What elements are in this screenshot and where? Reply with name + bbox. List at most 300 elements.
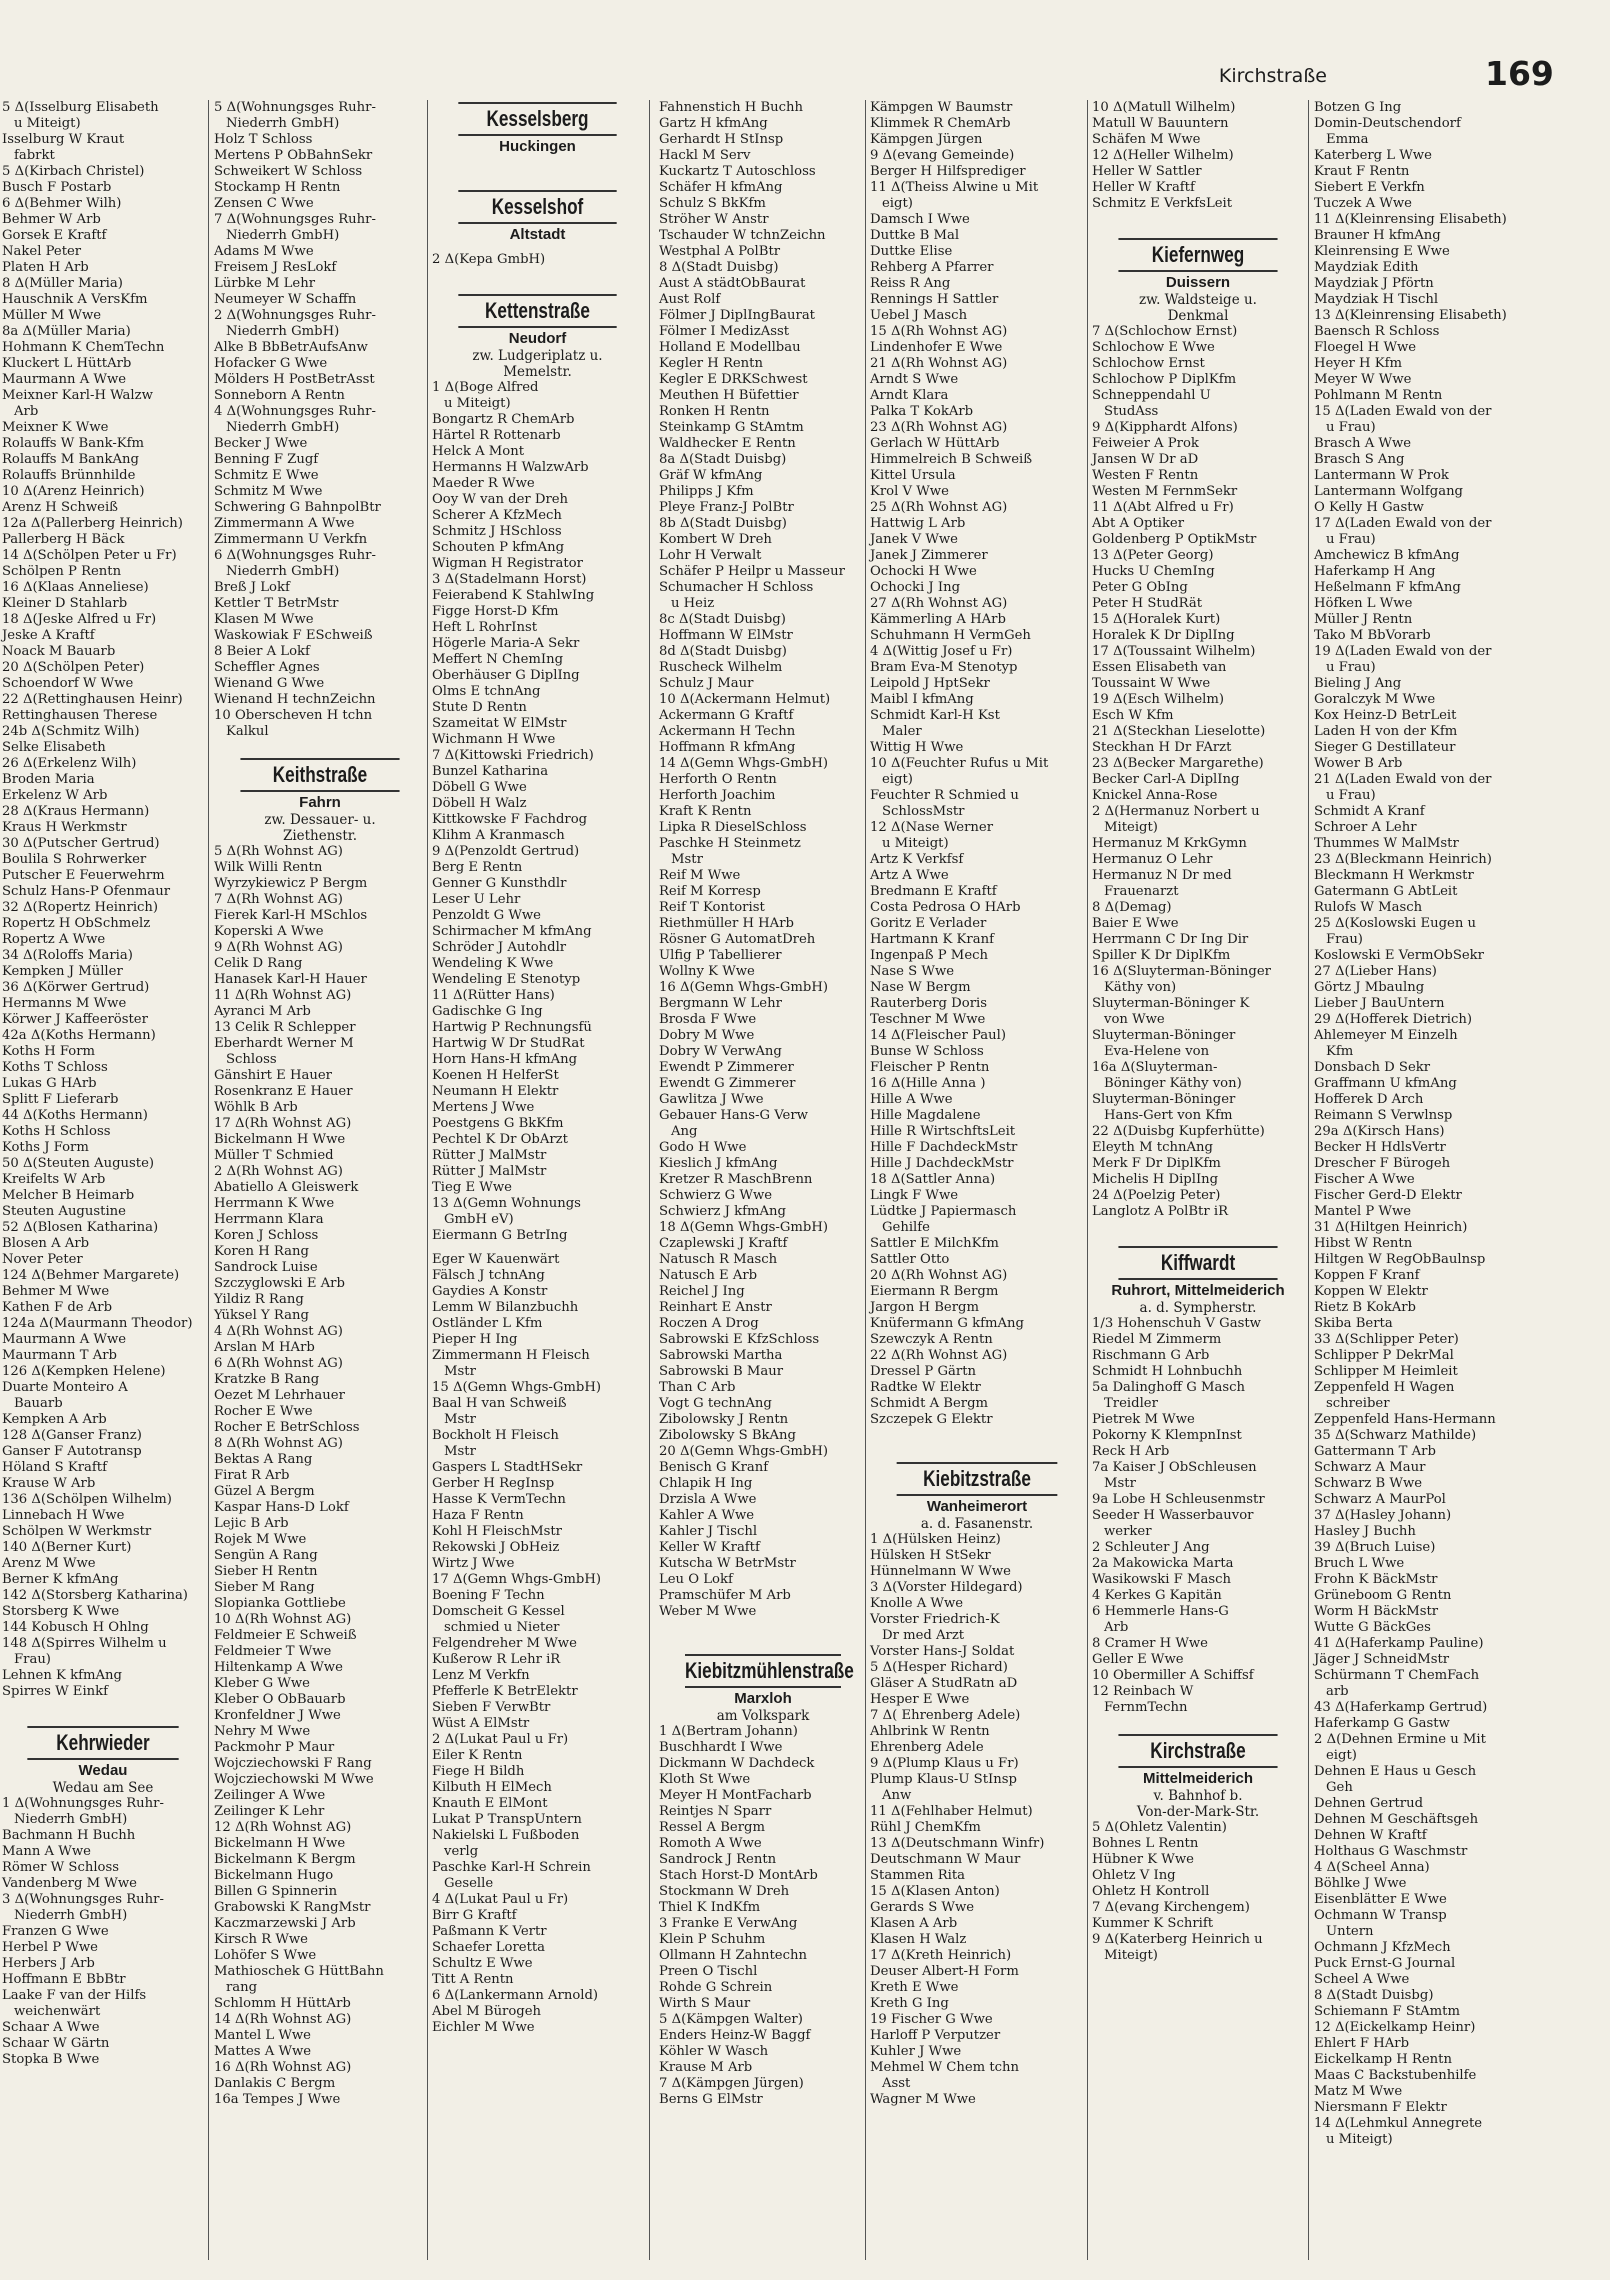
spacer [430, 244, 645, 252]
directory-entry: Ackermann G Kraftf [659, 708, 794, 723]
directory-entry: Titt A Rentn [432, 1972, 514, 1987]
directory-entry: Dobry M Wwe [659, 1028, 755, 1043]
directory-entry: Rolauffs W Bank-Kfm [2, 436, 145, 451]
spacer [1090, 1716, 1306, 1724]
directory-entry: 5 Δ(Wohnungsges Ruhr- [214, 100, 376, 115]
directory-entry: Mantel L Wwe [214, 2028, 311, 2043]
directory-entry: Zimmermann A Wwe [214, 516, 355, 531]
directory-entry: Asst [882, 2076, 911, 2091]
directory-entry: Bohnes L Rentn [1092, 1836, 1199, 1851]
directory-entry: Merk F Dr DiplKfm [1092, 1156, 1221, 1171]
spacer [868, 1452, 1086, 1460]
directory-entry: Koths H Schloss [2, 1124, 111, 1139]
directory-entry: 17 Δ(Rh Wohnst AG) [214, 1116, 352, 1131]
directory-entry: Reimann S Verwlnsp [1314, 1108, 1453, 1123]
directory-entry: Ohletz V Ing [1092, 1868, 1176, 1883]
directory-entry: Kegler E DRKSchwest [659, 372, 808, 387]
directory-entry: Ayranci M Arb [214, 1004, 311, 1019]
directory-entry: Schlochow Ernst [1092, 356, 1205, 371]
district-name: Mittelmeiderich [1142, 1770, 1254, 1787]
directory-entry: Dr med Arzt [882, 1628, 965, 1643]
directory-entry: Wojcziechowski M Wwe [214, 1772, 374, 1787]
directory-entry: Kuhler J Wwe [870, 2044, 962, 2059]
directory-entry: Puck Ernst-G Journal [1314, 1956, 1456, 1971]
directory-entry: Feldmeier T Wwe [214, 1644, 332, 1659]
directory-entry: Emma [1326, 132, 1369, 147]
directory-entry: Natusch R Masch [659, 1252, 778, 1267]
directory-entry: Reif T Kontorist [659, 900, 765, 915]
directory-entry: Waskowiak F ESchweiß [214, 628, 373, 643]
directory-entry: Gartz H kfmAng [659, 116, 768, 131]
directory-entry: Noack M Bauarb [2, 644, 116, 659]
directory-entry: Arndt S Wwe [870, 372, 959, 387]
district-name: Wanheimerort [926, 1498, 1028, 1515]
directory-entry: 18 Δ(Gemn Whgs-GmbH) [659, 1220, 829, 1235]
directory-entry: Becker Carl-A DiplIng [1092, 772, 1240, 787]
directory-entry: Knauth E ElMont [432, 1796, 548, 1811]
directory-entry: Rauterberg Doris [870, 996, 987, 1011]
directory-entry: Ehlert F HArb [1314, 2036, 1410, 2051]
directory-entry: 10 Δ(Feuchter Rufus u Mit [870, 756, 1049, 771]
directory-entry: Meffert N ChemIng [432, 652, 564, 667]
directory-entry: eigt) [1326, 1748, 1357, 1763]
directory-entry: Feldmeier E Schweiß [214, 1628, 357, 1643]
directory-entry: Hübner K Wwe [1092, 1852, 1194, 1867]
directory-entry: Kilbuth H ElMech [432, 1780, 552, 1795]
directory-entry: Sabrowski Martha [659, 1348, 783, 1363]
directory-entry: Schaar W Gärtn [2, 2036, 110, 2051]
directory-entry: Hiltenkamp A Wwe [214, 1660, 343, 1675]
directory-entry: Boening F Techn [432, 1588, 545, 1603]
directory-entry: 22 Δ(Rh Wohnst AG) [870, 1348, 1008, 1363]
directory-entry: Thiel K IndKfm [659, 1900, 761, 1915]
directory-entry: Arslan M HArb [214, 1340, 315, 1355]
directory-entry: Mattes A Wwe [214, 2044, 312, 2059]
directory-entry: Ostländer L Kfm [432, 1316, 543, 1331]
directory-entry: Wollny K Wwe [659, 964, 755, 979]
directory-entry: Schmidt A Kranf [1314, 804, 1425, 819]
directory-entry: Plump Klaus-U StInsp [870, 1772, 1017, 1787]
directory-entry: Splitt F Lieferarb [2, 1092, 119, 1107]
directory-entry: Sluyterman-Böninger [1092, 1028, 1236, 1043]
directory-entry: Döbell G Wwe [432, 780, 527, 795]
directory-entry: Eickelkamp H Rentn [1314, 2052, 1452, 2067]
directory-entry: Gerards S Wwe [870, 1900, 975, 1915]
directory-entry: Dickmann W Dachdeck [659, 1756, 815, 1771]
directory-entry: Fölmer J DiplIngBaurat [659, 308, 815, 323]
directory-entry: Bram Eva-M Stenotyp [870, 660, 1018, 675]
directory-entry: Schwarz A Maur [1314, 1460, 1426, 1475]
spacer [1090, 1220, 1306, 1228]
directory-entry: Ooy W van der Dreh [432, 492, 569, 507]
directory-entry: Hille J DachdeckMstr [870, 1156, 1014, 1171]
directory-entry: Nase S Wwe [870, 964, 955, 979]
directory-entry: Herrmann K Wwe [214, 1196, 335, 1211]
directory-entry: O Kelly H Gastw [1314, 500, 1424, 515]
directory-entry: Storsberg K Wwe [2, 1604, 120, 1619]
directory-entry: Rischmann G Arb [1092, 1348, 1210, 1363]
directory-entry: Bleckmann H Werkmstr [1314, 868, 1474, 883]
directory-entry: Ressel A Bergm [659, 1820, 765, 1835]
directory-entry: Reif M Korresp [659, 884, 761, 899]
directory-entry: Krause M Arb [659, 2060, 753, 2075]
directory-entry: SchlossMstr [882, 804, 965, 819]
directory-entry: Paschke Karl-H Schrein [432, 1860, 591, 1875]
directory-entry: Riedel M Zimmerm [1092, 1332, 1222, 1347]
directory-entry: Koren J Schloss [214, 1228, 319, 1243]
street-heading: Kiebitzstraße [897, 1462, 1058, 1496]
directory-entry: Zibolowsky S BkAng [659, 1428, 796, 1443]
directory-entry: 37 Δ(Hasley Johann) [1314, 1508, 1452, 1523]
directory-entry: Laake F van der Hilfs [2, 1988, 147, 2003]
directory-entry: Skiba Berta [1314, 1316, 1393, 1331]
directory-entry: Lejic B Arb [214, 1516, 289, 1531]
directory-entry: 3 Franke E VerwAng [659, 1916, 798, 1931]
directory-entry: Ackermann H Techn [659, 724, 796, 739]
spacer [1090, 1228, 1306, 1236]
directory-entry: Maydziak Edith [1314, 260, 1419, 275]
directory-entry: 2 Δ(Lukat Paul u Fr) [432, 1732, 569, 1747]
directory-entry: Hermanuz O Lehr [1092, 852, 1213, 867]
directory-entry: 20 Δ(Rh Wohnst AG) [870, 1268, 1008, 1283]
directory-entry: Hasse K VermTechn [432, 1492, 566, 1507]
street-location: am Volkspark [716, 1708, 810, 1724]
district-name: Altstadt [509, 226, 566, 243]
directory-entry: Schlomm H HüttArb [214, 1996, 351, 2011]
directory-entry: Schölpen P Rentn [2, 564, 122, 579]
directory-entry: Güzel A Bergm [214, 1484, 315, 1499]
directory-entry: Müller J Rentn [1314, 612, 1413, 627]
directory-entry: Kämmerling A HArb [870, 612, 1006, 627]
directory-entry: 7 Δ(Kittowski Friedrich) [432, 748, 594, 763]
directory-entry: 14 Δ(Lehmkul Annegrete [1314, 2116, 1483, 2131]
directory-entry: 13 Δ(Peter Georg) [1092, 548, 1214, 563]
directory-entry: Käthy von) [1104, 980, 1177, 995]
directory-entry: 4 Δ(Wittig Josef u Fr) [870, 644, 1013, 659]
directory-entry: Duttke B Mal [870, 228, 960, 243]
directory-entry: 8 Cramer H Wwe [1092, 1636, 1208, 1651]
directory-entry: Wienand G Wwe [214, 676, 325, 691]
directory-entry: Rietz B KokArb [1314, 1300, 1416, 1315]
directory-entry: 8 Δ(Rh Wohnst AG) [214, 1436, 343, 1451]
directory-entry: Baier E Wwe [1092, 916, 1179, 931]
directory-entry: Nakielski L Fußboden [432, 1828, 580, 1843]
directory-entry: 2 Δ(Hermanuz Norbert u [1092, 804, 1260, 819]
directory-entry: Kirsch R Wwe [214, 1932, 308, 1947]
directory-entry: Ganser F Autotransp [2, 1444, 142, 1459]
directory-entry: Slopianka Gottliebe [214, 1596, 346, 1611]
directory-entry: Lenz M Verkfn [432, 1668, 530, 1683]
directory-entry: Gawlitza J Wwe [659, 1092, 764, 1107]
directory-entry: 8 Δ(Müller Maria) [2, 276, 123, 291]
directory-entry: Schoendorf W Wwe [2, 676, 134, 691]
directory-entry: 128 Δ(Ganser Franz) [2, 1428, 142, 1443]
directory-entry: Eva-Helene von [1104, 1044, 1210, 1059]
directory-entry: Berger H Hilfsprediger [870, 164, 1026, 179]
directory-entry: Sabrowski E KfzSchloss [659, 1332, 820, 1347]
directory-entry: Peter G ObIng [1092, 580, 1188, 595]
directory-entry: Gräf W kfmAng [659, 468, 763, 483]
directory-entry: Gehilfe [882, 1220, 930, 1235]
directory-entry: Ehrenberg Adele [870, 1740, 984, 1755]
directory-entry: Ochocki H Wwe [870, 564, 977, 579]
directory-entry: Heft L RohrInst [432, 620, 538, 635]
directory-entry: 19 Fischer G Wwe [870, 2012, 993, 2027]
directory-entry: Pfefferle K BetrElektr [432, 1684, 578, 1699]
directory-entry: Mertens P ObBahnSekr [214, 148, 373, 163]
directory-entry: Genner G Kunsthdlr [432, 876, 567, 891]
spacer [868, 1436, 1086, 1444]
directory-entry: Kaspar Hans-D Lokf [214, 1500, 349, 1515]
directory-entry: Radtke W Elektr [870, 1380, 981, 1395]
directory-entry: Meuthen H Büfettier [659, 388, 799, 403]
directory-entry: Rennings H Sattler [870, 292, 999, 307]
directory-entry: Berner K kfmAng [2, 1572, 119, 1587]
directory-entry: Danlakis C Bergm [214, 2076, 336, 2091]
directory-entry: Schiemann F StAmtm [1314, 2004, 1460, 2019]
directory-entry: Dehnen W Kraftf [1314, 1828, 1427, 1843]
directory-entry: 8 Beier A Lokf [214, 644, 310, 659]
directory-entry: Hofferek D Arch [1314, 1092, 1424, 1107]
directory-entry: Waldhecker E Rentn [659, 436, 796, 451]
directory-entry: Hartwig P Rechnungsfü [432, 1020, 592, 1035]
directory-entry: Baensch R Schloss [1314, 324, 1440, 339]
directory-entry: 21 Δ(Laden Ewald von der [1314, 772, 1492, 787]
street-location: Memelstr. [503, 364, 572, 380]
directory-entry: 7 Δ(evang Kirchengem) [1092, 1900, 1250, 1915]
column-4 [657, 100, 869, 2260]
directory-entry: Schneppendahl U [1092, 388, 1211, 403]
directory-entry: Wirtz J Wwe [432, 1556, 515, 1571]
directory-entry: Ewendt P Zimmerer [659, 1060, 794, 1075]
directory-entry: StudAss [1104, 404, 1159, 419]
spacer [1090, 228, 1306, 236]
directory-entry: Rojek M Wwe [214, 1532, 307, 1547]
directory-entry: Toussaint W Wwe [1092, 676, 1211, 691]
directory-entry: Meyer W Wwe [1314, 372, 1412, 387]
directory-entry: Müller T Schmied [214, 1148, 334, 1163]
column-1 [0, 100, 206, 2260]
directory-entry: 25 Δ(Rh Wohnst AG) [870, 500, 1008, 515]
directory-entry: 19 Δ(Laden Ewald von der [1314, 644, 1492, 659]
directory-entry: Bickelmann H Wwe [214, 1132, 346, 1147]
column-6 [1090, 100, 1306, 2260]
directory-entry: Kleiner D Stahlarb [2, 596, 128, 611]
directory-entry: 4 Δ(Lukat Paul u Fr) [432, 1892, 569, 1907]
directory-entry: werker [1104, 1524, 1152, 1539]
directory-entry: Maibl I kfmAng [870, 692, 974, 707]
directory-entry: Meixner Karl-H Walzw [2, 388, 153, 403]
directory-entry: Holland E Modellbau [659, 340, 801, 355]
directory-entry: 16 Δ(Klaas Anneliese) [2, 580, 149, 595]
directory-entry: 124a Δ(Maurmann Theodor) [2, 1316, 193, 1331]
directory-entry: Ropertz A Wwe [2, 932, 106, 947]
directory-entry: Schäfer P Heilpr u Masseur [659, 564, 845, 579]
directory-entry: Mölders H PostBetrAsst [214, 372, 375, 387]
directory-entry: Kuckartz T Autoschloss [659, 164, 816, 179]
directory-entry: Schuhmann H VermGeh [870, 628, 1031, 643]
directory-entry: Siebert E Verkfn [1314, 180, 1425, 195]
directory-entry: Ruscheck Wilhelm [659, 660, 783, 675]
directory-entry: Harloff P Verputzer [870, 2028, 1001, 2043]
directory-entry: Heller W Sattler [1092, 164, 1202, 179]
directory-entry: Hille F DachdeckMstr [870, 1140, 1018, 1155]
directory-entry: Härtel R Rottenarb [432, 428, 561, 443]
directory-entry: Frau) [1326, 932, 1363, 947]
directory-entry: 7 Δ(Kämpgen Jürgen) [659, 2076, 804, 2091]
directory-entry: Schouten P kfmAng [432, 540, 565, 555]
directory-entry: Vorster Hans-J Soldat [870, 1644, 1015, 1659]
directory-entry: Domin-Deutschendorf [1314, 116, 1461, 131]
directory-entry: 7 Δ(Schlochow Ernst) [1092, 324, 1238, 339]
directory-entry: Ewendt G Zimmerer [659, 1076, 796, 1091]
directory-entry: 3 Δ(Wohnungsges Ruhr- [2, 1892, 164, 1907]
directory-entry: Untern [1326, 1924, 1374, 1939]
directory-entry: Isselburg W Kraut [2, 132, 125, 147]
directory-entry: Koslowski E VermObSekr [1314, 948, 1484, 963]
directory-entry: Kraft K Rentn [659, 804, 752, 819]
directory-entry: Rütter J MalMstr [432, 1148, 547, 1163]
directory-entry: Kreth E Wwe [870, 1980, 959, 1995]
directory-entry: 9 Δ(Katerberg Heinrich u [1092, 1932, 1263, 1947]
directory-entry: Sengün A Rang [214, 1548, 318, 1563]
directory-entry: Horn Hans-H kfmAng [432, 1052, 578, 1067]
directory-entry: 29 Δ(Hofferek Dietrich) [1314, 1012, 1472, 1027]
directory-entry: Paschke H Steinmetz [659, 836, 801, 851]
directory-entry: 5a Dalinghoff G Masch [1092, 1380, 1245, 1395]
street-location: zw. Ludgeriplatz u. [472, 348, 603, 364]
directory-entry: Matz M Wwe [1314, 2084, 1403, 2099]
directory-entry: Donsbach D Sekr [1314, 1060, 1431, 1075]
directory-entry: Böninger Käthy von) [1104, 1076, 1242, 1091]
directory-entry: Fischer A Wwe [1314, 1172, 1415, 1187]
directory-entry: Sluyterman-Böninger K [1092, 996, 1250, 1011]
directory-entry: Schlipper P DekrMal [1314, 1348, 1454, 1363]
directory-entry: u Frau) [1326, 788, 1376, 803]
directory-entry: Schirmacher M kfmAng [432, 924, 592, 939]
directory-entry: Eger W Kauenwärt [432, 1252, 560, 1267]
directory-entry: Zimmermann U Verkfn [214, 532, 368, 547]
directory-entry: Ahlbrink W Rentn [870, 1724, 990, 1739]
directory-entry: 28 Δ(Kraus Hermann) [2, 804, 150, 819]
directory-entry: Dehnen M Geschäftsgeh [1314, 1812, 1479, 1827]
directory-entry: Gerhardt H StInsp [659, 132, 784, 147]
column-3 [430, 100, 645, 2260]
directory-entry: 140 Δ(Berner Kurt) [2, 1540, 132, 1555]
directory-entry: Fiege H Bildh [432, 1764, 525, 1779]
directory-entry: Mantel P Wwe [1314, 1204, 1412, 1219]
directory-entry: Spirres W Einkf [2, 1684, 109, 1699]
directory-entry: Klasen H Walz [870, 1932, 967, 1947]
directory-entry: Schäfen M Wwe [1092, 132, 1201, 147]
directory-entry: Schürmann T ChemFach [1314, 1668, 1480, 1683]
directory-entry: 34 Δ(Roloffs Maria) [2, 948, 133, 963]
directory-entry: Buschhardt I Wwe [659, 1740, 783, 1755]
running-head-street: Kirchstraße [1218, 65, 1327, 87]
directory-entry: Schäfer H kfmAng [659, 180, 783, 195]
directory-entry: Lukat P TranspUntern [432, 1812, 582, 1827]
directory-entry: 17 Δ(Gemn Whgs-GmbH) [432, 1572, 602, 1587]
directory-entry: Yüksel Y Rang [214, 1308, 309, 1323]
directory-entry: Lohr H Verwalt [659, 548, 762, 563]
directory-entry: Kummer K Schrift [1092, 1916, 1214, 1931]
directory-entry: Ropertz H ObSchmelz [2, 916, 151, 931]
directory-entry: Goralczyk M Wwe [1314, 692, 1436, 707]
directory-entry: Schroer A Lehr [1314, 820, 1417, 835]
directory-entry: Arenz M Wwe [2, 1556, 96, 1571]
directory-entry: Brosda F Wwe [659, 1012, 757, 1027]
street-heading: Kiefernweg [1118, 238, 1277, 272]
street-location: Ziethenstr. [282, 828, 358, 844]
directory-entry: Mann A Wwe [2, 1844, 91, 1859]
directory-entry: Koppen F Kranf [1314, 1268, 1420, 1283]
spacer [430, 180, 645, 188]
street-heading: Kirchstraße [1118, 1734, 1277, 1768]
directory-entry: Hoffmann W ElMstr [659, 628, 793, 643]
directory-entry: Spiller K Dr DiplKfm [1092, 948, 1231, 963]
directory-entry: Kittel Ursula [870, 468, 956, 483]
directory-entry: Nover Peter [2, 1252, 83, 1267]
directory-entry: Mathioschek G HüttBahn [214, 1964, 384, 1979]
spacer [657, 1644, 869, 1652]
directory-entry: Höfken L Wwe [1314, 596, 1413, 611]
directory-entry: 9a Lobe H Schleusenmstr [1092, 1492, 1265, 1507]
directory-entry: Schmidt H Lohnbuchh [1092, 1364, 1243, 1379]
directory-entry: Koenen H HelferSt [432, 1068, 559, 1083]
directory-entry: 7 Δ( Ehrenberg Adele) [870, 1708, 1021, 1723]
street-location: v. Bahnhof b. [1153, 1788, 1243, 1804]
street-location: zw. Waldsteige u. [1139, 292, 1257, 308]
directory-entry: Reif M Wwe [659, 868, 741, 883]
directory-entry: Sieger G Destillateur [1314, 740, 1456, 755]
directory-entry: Neumeyer W Schaffn [214, 292, 357, 307]
directory-entry: Kleinrensing E Wwe [1314, 244, 1450, 259]
directory-entry: Frohn K BäckMstr [1314, 1572, 1438, 1587]
directory-entry: Erkelenz W Arb [2, 788, 108, 803]
directory-entry: Meyer H MontFacharb [659, 1788, 812, 1803]
directory-entry: 20 Δ(Gemn Whgs-GmbH) [659, 1444, 829, 1459]
directory-entry: Vogt G technAng [659, 1396, 772, 1411]
directory-entry: Abel M Bürogeh [432, 2004, 542, 2019]
directory-entry: 14 Δ(Fleischer Paul) [870, 1028, 1006, 1043]
directory-entry: Kfm [1326, 1044, 1354, 1059]
directory-entry: Jäger J SchneidMstr [1314, 1652, 1450, 1667]
street-heading: Kesselsberg [458, 102, 616, 136]
directory-entry: Feiweier A Prok [1092, 436, 1199, 451]
directory-entry: Palka T KokArb [870, 404, 974, 419]
directory-entry: Westphal A PolBtr [659, 244, 781, 259]
directory-entry: eigt) [882, 772, 913, 787]
directory-entry: Eiermann G BetrIng [432, 1228, 568, 1243]
directory-entry: Szameitat W ElMstr [432, 716, 567, 731]
spacer [212, 740, 428, 748]
street-location: Denkmal [1167, 308, 1229, 324]
directory-entry: 24 Δ(Poelzig Peter) [1092, 1188, 1221, 1203]
spacer [1090, 212, 1306, 220]
directory-entry: Schmitz E VerkfsLeit [1092, 196, 1233, 211]
directory-entry: Geselle [444, 1876, 494, 1891]
directory-entry: u Frau) [1326, 532, 1376, 547]
directory-entry: arb [1326, 1684, 1349, 1699]
directory-entry: Heyer H Kfm [1314, 356, 1402, 371]
directory-entry: Hülsken H StSekr [870, 1548, 991, 1563]
directory-entry: Schlipper M Heimleit [1314, 1364, 1458, 1379]
directory-entry: 12 Δ(Nase Werner [870, 820, 993, 835]
directory-entry: Kathen F de Arb [2, 1300, 113, 1315]
directory-entry: 11 Δ(Rh Wohnst AG) [214, 988, 352, 1003]
directory-entry: 6 Δ(Rh Wohnst AG) [214, 1356, 343, 1371]
directory-entry: 12 Reinbach W [1092, 1684, 1194, 1699]
